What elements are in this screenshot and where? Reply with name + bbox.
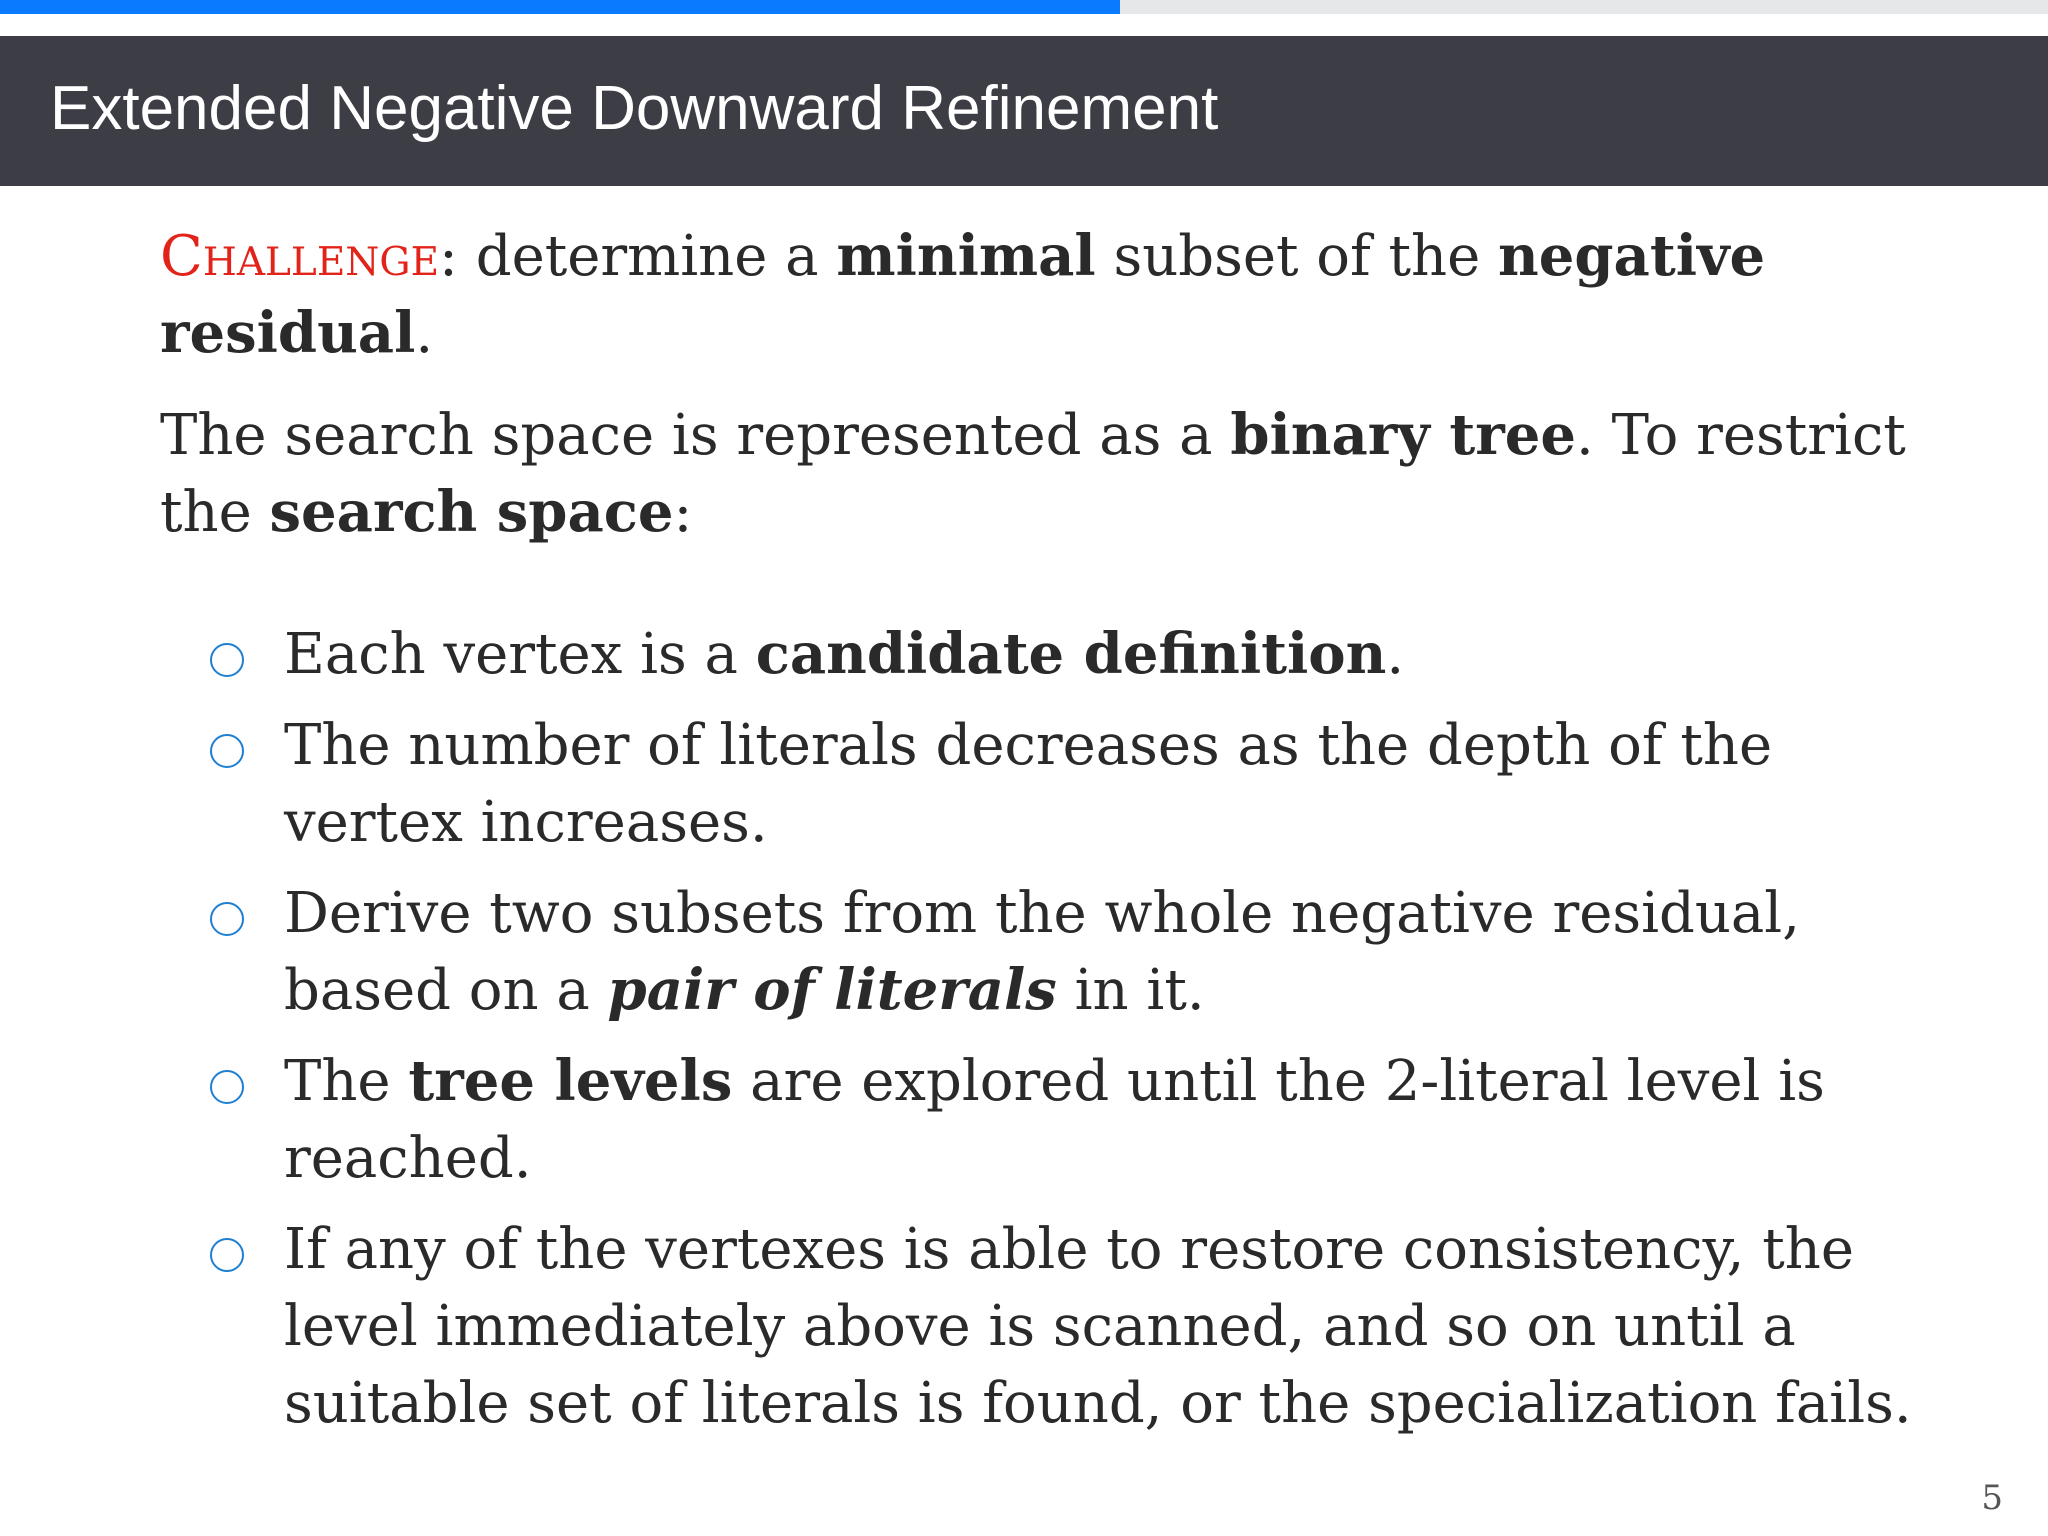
- bullet-list: [160, 616, 1920, 1442]
- bullet-4-text: The: [284, 1049, 409, 1114]
- bullet-item: [284, 1211, 1920, 1442]
- progress-bar-fill: [0, 0, 1120, 14]
- challenge-text-2: subset of the: [1095, 224, 1499, 289]
- search-text-2: . To restrict the: [160, 403, 1906, 545]
- search-bold-binary-tree: binary tree: [1230, 402, 1576, 468]
- search-end: :: [673, 480, 693, 545]
- bullet-circle-icon: [210, 902, 244, 936]
- bullet-circle-icon: [210, 1238, 244, 1272]
- page-number: 5: [1981, 1478, 2003, 1518]
- challenge-bold-negative-residual: negative residual: [160, 223, 1766, 366]
- challenge-bold-minimal: minimal: [836, 223, 1096, 289]
- bullet-5-text: If any of the vertexes is able to restore consistency, the level immediately above is scanned, and so on until a suitable set of literals is found, or the specialization fails.: [284, 1217, 1912, 1436]
- bullet-item: [284, 707, 1920, 861]
- bullet-1-bold: candidate definition: [755, 621, 1387, 687]
- bullet-1-end: .: [1386, 622, 1405, 687]
- slide-title: Extended Negative Downward Refinement: [50, 74, 1219, 143]
- challenge-text-1: : determine a: [439, 224, 837, 289]
- bullet-item: [284, 616, 1920, 693]
- challenge-end: .: [415, 301, 434, 366]
- bullet-4-end: are explored until the 2-literal level is reached.: [284, 1049, 1825, 1191]
- bullet-item: [284, 875, 1920, 1029]
- slide-content: [160, 218, 1920, 1456]
- bullet-3-end: in it.: [1056, 958, 1205, 1023]
- bullet-1-text: Each vertex is a: [284, 622, 756, 687]
- search-bold-search-space: search space: [269, 479, 674, 545]
- challenge-label: Challenge: [160, 224, 440, 289]
- search-paragraph: [160, 397, 1920, 551]
- bullet-item: [284, 1043, 1920, 1197]
- progress-bar: [0, 0, 2048, 14]
- challenge-paragraph: [160, 218, 1920, 372]
- bullet-circle-icon: [210, 1070, 244, 1104]
- bullet-4-bold: tree levels: [408, 1048, 733, 1114]
- bullet-circle-icon: [210, 643, 244, 677]
- bullet-2-text: The number of literals decreases as the depth of the vertex increases.: [284, 713, 1773, 855]
- bullet-circle-icon: [210, 734, 244, 768]
- search-text-1: The search space is represented as a: [160, 403, 1231, 468]
- bullet-3-italic: pair of literals: [607, 957, 1057, 1023]
- bullet-3-text: Derive two subsets from the whole negative residual, based on a: [284, 881, 1801, 1023]
